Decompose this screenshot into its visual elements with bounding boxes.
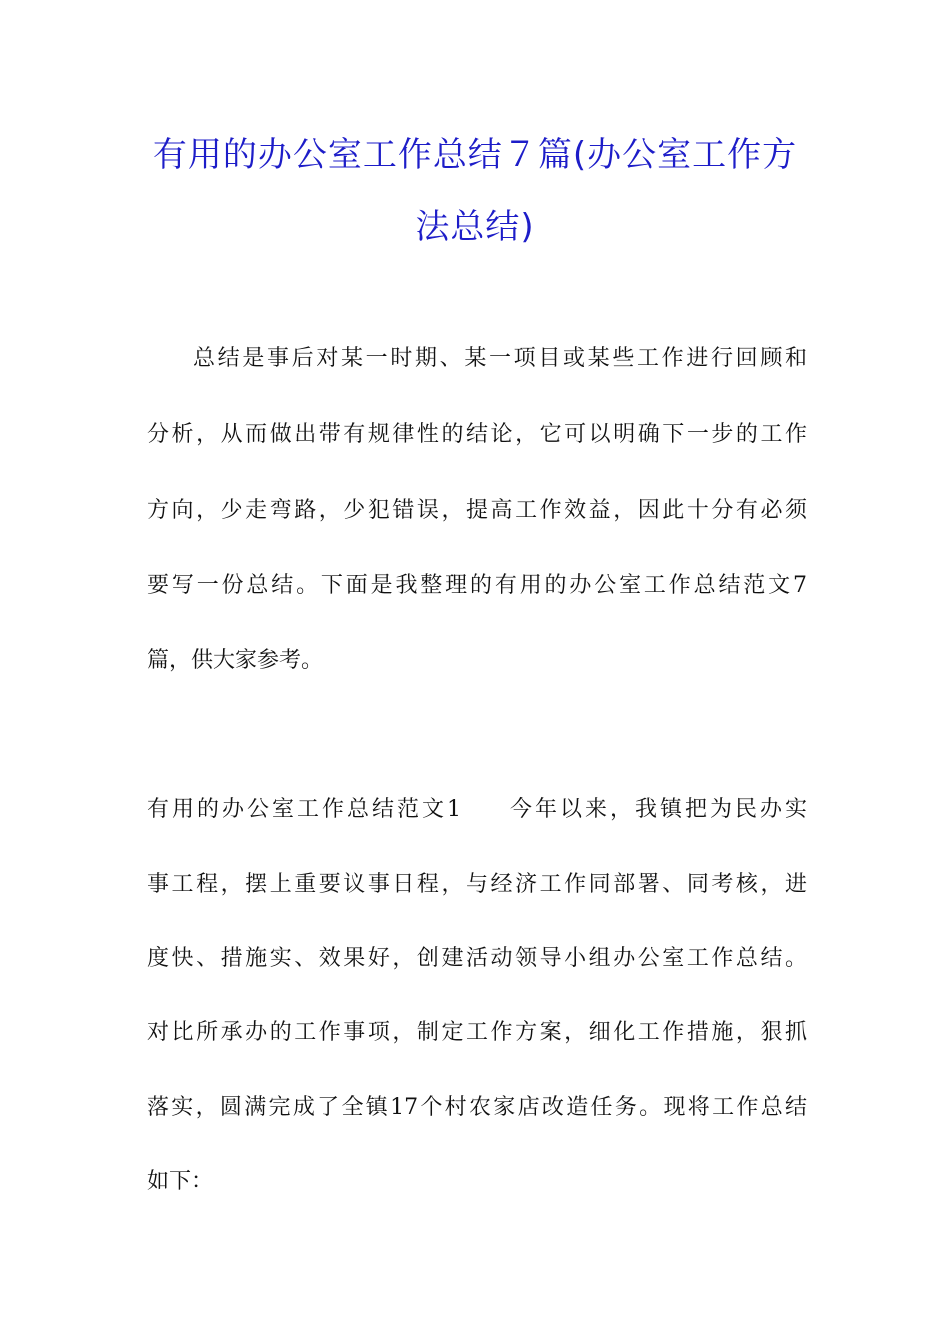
section1-heading: 有用的办公室工作总结范文1 [147, 797, 461, 822]
intro-line-1: 总结是事后对某一时期、某一项目或某些工作进行回顾和 [193, 346, 807, 371]
section1-line-6: 如下： [147, 1169, 214, 1194]
section1-line-5: 落实，圆满完成了全镇17个村农家店改造任务。现将工作总结 [147, 1095, 807, 1120]
section1-line-3: 度快、措施实、效果好，创建活动领导小组办公室工作总结。 [147, 946, 807, 971]
intro-line-3: 方向，少走弯路，少犯错误，提高工作效益，因此十分有必须 [147, 498, 807, 523]
document-title-line-2: 法总结) [415, 207, 535, 247]
section1-lead: 今年以来，我镇把为民办实 [507, 797, 807, 822]
document-title-line-1: 有用的办公室工作总结７篇(办公室工作方 [152, 135, 798, 175]
intro-line-5: 篇，供大家参考。 [147, 648, 324, 673]
section1-line-2: 事工程，摆上重要议事日程，与经济工作同部署、同考核，进 [147, 872, 807, 897]
section1-first-line [147, 795, 807, 825]
intro-line-4: 要写一份总结。下面是我整理的有用的办公室工作总结范文7 [147, 573, 807, 598]
section1-line-4: 对比所承办的工作事项，制定工作方案，细化工作措施，狠抓 [147, 1020, 807, 1045]
intro-line-2: 分析，从而做出带有规律性的结论，它可以明确下一步的工作 [147, 422, 807, 447]
